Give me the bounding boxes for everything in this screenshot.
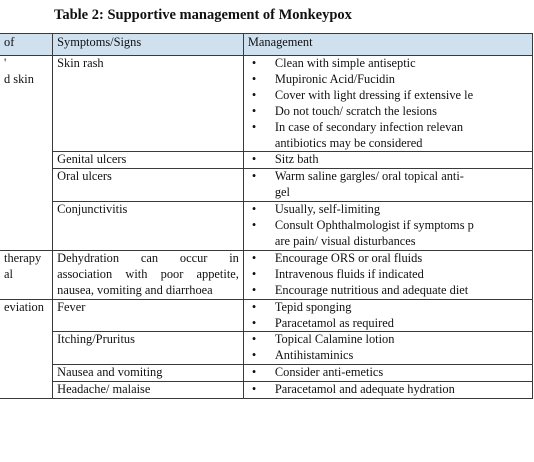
bullet-marker: • bbox=[251, 266, 257, 281]
symptom-cell: Genital ulcers bbox=[53, 152, 244, 169]
bullet-marker: • bbox=[251, 348, 257, 363]
list-item: • Paracetamol as required bbox=[251, 315, 394, 330]
list-item: • Mupironic Acid/Fucidin bbox=[251, 71, 395, 86]
supportive-management-table bbox=[0, 33, 533, 399]
symptom-cell: Conjunctivitis bbox=[53, 202, 244, 251]
symptom-line: nausea, vomiting and diarrhoea bbox=[57, 282, 213, 297]
table-row bbox=[0, 382, 533, 399]
category-line: eviation bbox=[4, 299, 44, 314]
table-row bbox=[0, 169, 533, 202]
management-cell bbox=[243, 250, 532, 299]
symptom-cell: Skin rash bbox=[53, 56, 244, 152]
management-cell bbox=[243, 332, 532, 365]
table-row bbox=[0, 250, 533, 299]
bullet-marker: • bbox=[251, 315, 257, 330]
table-row bbox=[0, 202, 533, 251]
bullet-marker: • bbox=[251, 87, 257, 102]
bullet-marker: • bbox=[251, 332, 257, 347]
bullet-marker: • bbox=[251, 282, 257, 297]
management-cell bbox=[243, 56, 532, 152]
category-cell-skin bbox=[0, 56, 53, 251]
list-item-continuation: antibiotics may be considered bbox=[274, 135, 423, 150]
management-cell bbox=[243, 152, 532, 169]
list-item: • In case of secondary infection relevan bbox=[251, 119, 464, 134]
list-item: • Paracetamol and adequate hydration bbox=[251, 382, 455, 397]
list-item: • Topical Calamine lotion bbox=[251, 332, 395, 347]
header-symptoms: Symptoms/Signs bbox=[53, 34, 244, 56]
table-row bbox=[0, 56, 533, 152]
symptom-line: Dehydration can occur in bbox=[57, 250, 239, 265]
header-management: Management bbox=[243, 34, 532, 56]
category-line: d skin bbox=[4, 71, 34, 86]
list-item: • Clean with simple antiseptic bbox=[251, 56, 416, 70]
management-cell bbox=[243, 365, 532, 382]
category-cell-symptom-alleviation bbox=[0, 299, 53, 398]
bullet-marker: • bbox=[251, 218, 257, 233]
symptom-cell: Nausea and vomiting bbox=[53, 365, 244, 382]
list-item: • Encourage ORS or oral fluids bbox=[251, 250, 423, 265]
symptom-cell: Fever bbox=[53, 299, 244, 332]
table-header-row bbox=[0, 34, 533, 56]
list-item: • Antihistaminics bbox=[251, 348, 354, 363]
list-item: • Consult Ophthalmologist if symptoms p bbox=[251, 218, 474, 233]
bullet-marker: • bbox=[251, 152, 257, 167]
list-item: • Intravenous fluids if indicated bbox=[251, 266, 424, 281]
header-category: of bbox=[0, 34, 53, 56]
table-title: Table 2: Supportive management of Monkeypox bbox=[54, 7, 352, 23]
category-line: ' bbox=[4, 56, 7, 70]
bullet-marker: • bbox=[251, 250, 257, 265]
list-item: • Warm saline gargles/ oral topical anti- bbox=[251, 169, 464, 184]
list-item-continuation: are pain/ visual disturbances bbox=[274, 233, 416, 248]
bullet-marker: • bbox=[251, 119, 257, 134]
category-line: al bbox=[4, 266, 13, 281]
bullet-marker: • bbox=[251, 202, 257, 217]
table-row bbox=[0, 332, 533, 365]
symptom-cell: Itching/Pruritus bbox=[53, 332, 244, 365]
bullet-marker: • bbox=[251, 103, 257, 118]
management-cell bbox=[243, 202, 532, 251]
list-item: • Do not touch/ scratch the lesions bbox=[251, 103, 437, 118]
list-item-continuation: gel bbox=[274, 185, 290, 200]
list-item: • Usually, self-limiting bbox=[251, 202, 381, 217]
list-item: • Encourage nutritious and adequate diet bbox=[251, 282, 469, 297]
bullet-marker: • bbox=[251, 71, 257, 86]
bullet-marker: • bbox=[251, 299, 257, 314]
list-item: • Cover with light dressing if extensive le bbox=[251, 87, 474, 102]
category-line: therapy bbox=[4, 250, 42, 265]
bullet-marker: • bbox=[251, 169, 257, 184]
bullet-marker: • bbox=[251, 382, 257, 397]
symptom-line: association with poor appetite, bbox=[57, 266, 239, 281]
table-row bbox=[0, 299, 533, 332]
symptom-cell: Headache/ malaise bbox=[53, 382, 244, 399]
list-item: • Sitz bath bbox=[251, 152, 319, 167]
list-item: • Tepid sponging bbox=[251, 299, 352, 314]
bullet-marker: • bbox=[251, 365, 257, 380]
category-cell-hydration bbox=[0, 250, 53, 299]
bullet-marker: • bbox=[251, 56, 257, 70]
list-item: • Consider anti-emetics bbox=[251, 365, 384, 380]
symptom-cell bbox=[53, 250, 244, 299]
symptom-cell: Oral ulcers bbox=[53, 169, 244, 202]
management-cell bbox=[243, 299, 532, 332]
management-cell bbox=[243, 169, 532, 202]
table-row bbox=[0, 152, 533, 169]
table-row bbox=[0, 365, 533, 382]
management-cell bbox=[243, 382, 532, 399]
